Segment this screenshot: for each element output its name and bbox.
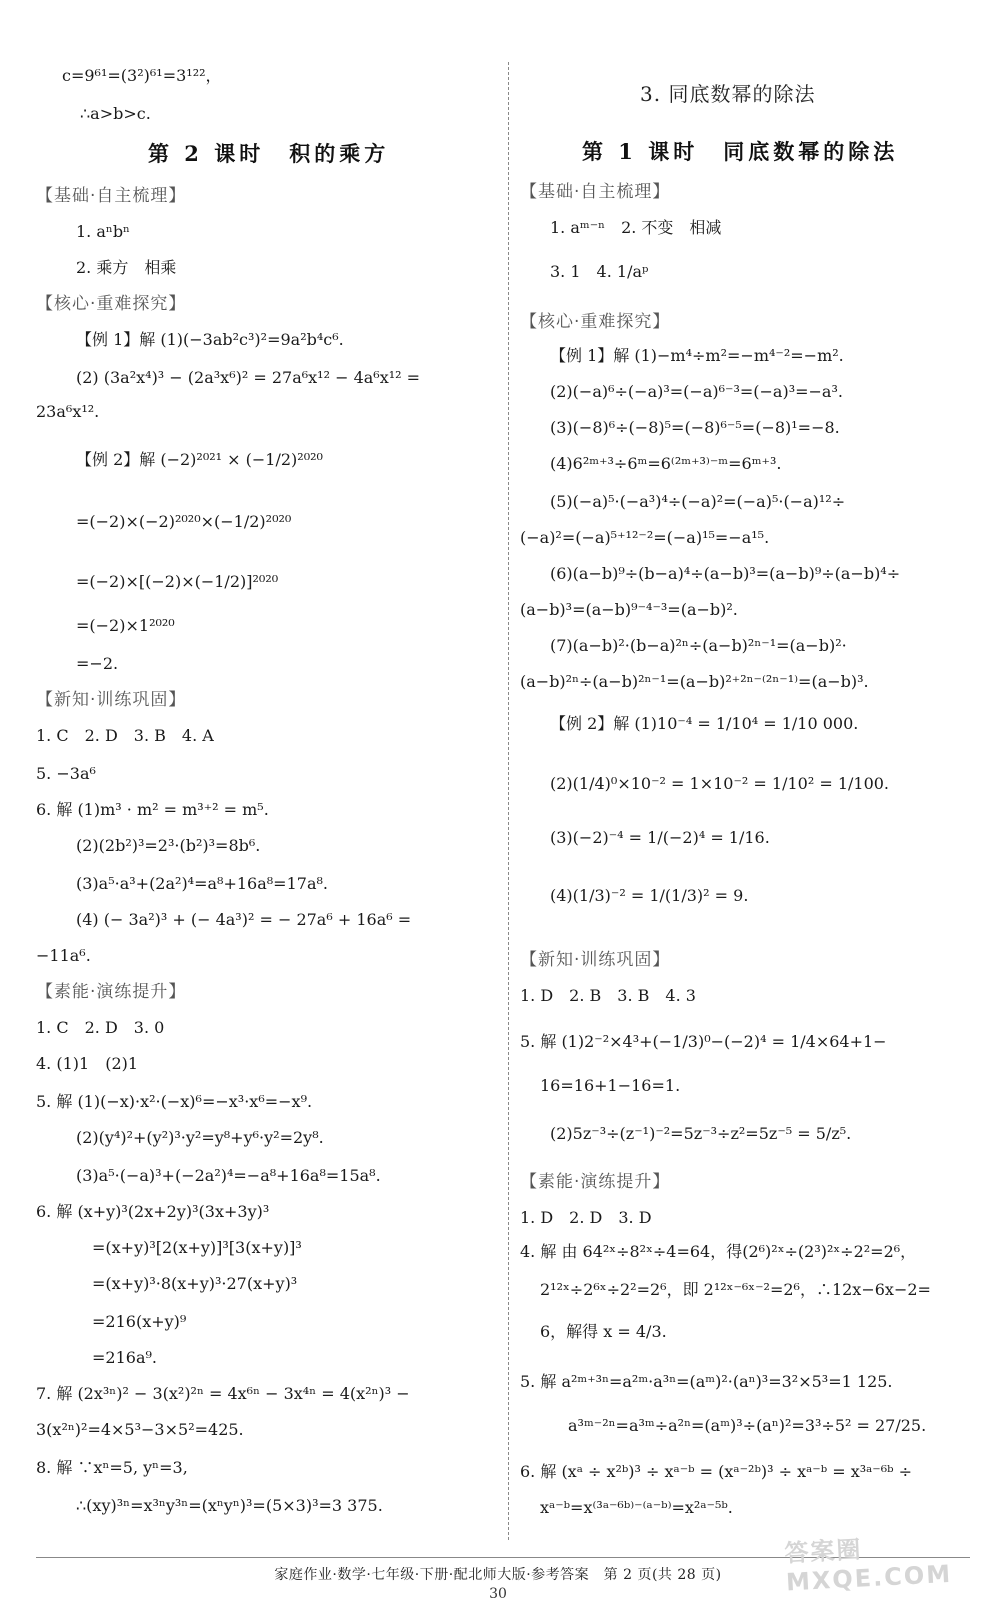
section-heading: 【素能·演练提升】	[36, 982, 187, 1002]
answer-line: (3)a⁵·(−a)³+(−2a²)⁴=−a⁸+16a⁸=15a⁸.	[76, 1166, 381, 1185]
answer-line: (a−b)³=(a−b)⁹⁻⁴⁻³=(a−b)².	[520, 600, 738, 619]
answer-line: 8. 解 ∵xⁿ=5, yⁿ=3,	[36, 1458, 188, 1477]
answer-line: =(x+y)³·8(x+y)³·27(x+y)³	[92, 1274, 298, 1293]
title: 第 1 课时 同底数幂的除法	[582, 139, 899, 164]
answer-line: =(−2)×[(−2)×(−1/2)]²⁰²⁰	[76, 572, 279, 591]
answer-line: 4. (1)1 (2)1	[36, 1054, 139, 1073]
answer-line: (4)6²ᵐ⁺³÷6ᵐ=6⁽²ᵐ⁺³⁾⁻ᵐ=6ᵐ⁺³.	[550, 454, 782, 473]
answer-line: (2)(2b²)³=2³·(b²)³=8b⁶.	[76, 836, 261, 855]
title: 3. 同底数幂的除法	[640, 82, 816, 106]
answer-line: 5. 解 (1)(−x)·x²·(−x)⁶=−x³·x⁶=−x⁹.	[36, 1092, 313, 1111]
title: 第 2 课时 积的乘方	[148, 141, 390, 166]
answer-line: −11a⁶.	[36, 946, 91, 965]
answer-line: (3)(−2)⁻⁴ = 1/(−2)⁴ = 1/16.	[550, 828, 770, 847]
section-heading: 【新知·训练巩固】	[36, 690, 187, 710]
answer-line: (4) (− 3a²)³ + (− 4a³)² = − 27a⁶ + 16a⁶ =	[76, 910, 412, 929]
column-divider	[508, 62, 509, 1540]
answer-line: 2. 乘方 相乘	[76, 258, 177, 277]
answer-line: =216(x+y)⁹	[92, 1312, 187, 1331]
answer-line: (6)(a−b)⁹÷(b−a)⁴÷(a−b)³=(a−b)⁹÷(a−b)⁴÷	[550, 564, 901, 583]
section-heading: 【素能·演练提升】	[520, 1172, 671, 1192]
answer-line: 【例 2】解 (−2)²⁰²¹ × (−1/2)²⁰²⁰	[76, 450, 323, 469]
answer-line: (−a)²=(−a)⁵⁺¹²⁻²=(−a)¹⁵=−a¹⁵.	[520, 528, 770, 547]
answer-line: 【例 1】解 (1)(−3ab²c³)²=9a²b⁴c⁶.	[76, 330, 344, 349]
section-heading: 【基础·自主梳理】	[36, 186, 187, 206]
answer-line: ∴(xy)³ⁿ=x³ⁿy³ⁿ=(xⁿyⁿ)³=(5×3)³=3 375.	[76, 1496, 383, 1515]
answer-line: 2¹²ˣ÷2⁶ˣ÷2²=2⁶，即 2¹²ˣ⁻⁶ˣ⁻²=2⁶，∴12x−6x−2=	[540, 1280, 931, 1299]
answer-line: (4)(1/3)⁻² = 1/(1/3)² = 9.	[550, 886, 749, 905]
answer-line: (3)(−8)⁶÷(−8)⁵=(−8)⁶⁻⁵=(−8)¹=−8.	[550, 418, 840, 437]
answer-line: (3)a⁵·a³+(2a²)⁴=a⁸+16a⁸=17a⁸.	[76, 874, 328, 893]
answer-line: 3. 1 4. 1/aᵖ	[550, 262, 649, 281]
answer-line: (2)(−a)⁶÷(−a)³=(−a)⁶⁻³=(−a)³=−a³.	[550, 382, 843, 401]
answer-line: 7. 解 (2x³ⁿ)² − 3(x²)²ⁿ = 4x⁶ⁿ − 3x⁴ⁿ = 4(x²ⁿ)³ −	[36, 1384, 410, 1403]
answer-line: 16=16+1−16=1.	[540, 1076, 681, 1095]
answer-line: 23a⁶x¹².	[36, 402, 100, 421]
watermark-logo: 答案圈 MXQE.COM	[783, 1535, 953, 1597]
answer-line: 【例 2】解 (1)10⁻⁴ = 1/10⁴ = 1/10 000.	[550, 714, 859, 733]
answer-line: 5. −3a⁶	[36, 764, 96, 783]
answer-line: 【例 1】解 (1)−m⁴÷m²=−m⁴⁻²=−m².	[550, 346, 844, 365]
answer-line: 4. 解 由 64²ˣ÷8²ˣ÷4=64，得(2⁶)²ˣ÷(2³)²ˣ÷2²=2⁶，	[520, 1242, 917, 1261]
answer-line: 1. aⁿbⁿ	[76, 222, 130, 241]
answer-line: =−2.	[76, 654, 119, 673]
answer-line: 5. 解 (1)2⁻²×4³+(−1/3)⁰−(−2)⁴ = 1/4×64+1−	[520, 1032, 887, 1051]
answer-line: =(−2)×1²⁰²⁰	[76, 616, 175, 635]
page-footer: 家庭作业·数学·七年级·下册·配北师大版·参考答案 第 2 页(共 28 页)	[274, 1567, 722, 1583]
answer-line: (2) (3a²x⁴)³ − (2a³x⁶)² = 27a⁶x¹² − 4a⁶x¹² =	[76, 368, 421, 387]
section-heading: 【新知·训练巩固】	[520, 950, 671, 970]
answer-line: (a−b)²ⁿ÷(a−b)²ⁿ⁻¹=(a−b)²⁺²ⁿ⁻⁽²ⁿ⁻¹⁾=(a−b)³.	[520, 672, 869, 691]
answer-line: (2)5z⁻³÷(z⁻¹)⁻²=5z⁻³÷z²=5z⁻⁵ = 5/z⁵.	[550, 1124, 852, 1143]
answer-line: 3(x²ⁿ)²=4×5³−3×5²=425.	[36, 1420, 244, 1439]
answer-line: (2)(y⁴)²+(y²)³·y²=y⁸+y⁶·y²=2y⁸.	[76, 1128, 324, 1147]
answer-line: 6，解得 x = 4/3.	[540, 1322, 667, 1341]
section-heading: 【核心·重难探究】	[36, 294, 187, 314]
answer-line: =(−2)×(−2)²⁰²⁰×(−1/2)²⁰²⁰	[76, 512, 292, 531]
answer-line: 1. D 2. D 3. D	[520, 1208, 652, 1227]
answer-line: 6. 解 (x+y)³(2x+2y)³(3x+3y)³	[36, 1202, 270, 1221]
answer-line: 1. C 2. D 3. B 4. A	[36, 726, 214, 745]
answer-line: =(x+y)³[2(x+y)]³[3(x+y)]³	[92, 1238, 302, 1257]
answer-line: xᵃ⁻ᵇ=x⁽³ᵃ⁻⁶ᵇ⁾⁻⁽ᵃ⁻ᵇ⁾=x²ᵃ⁻⁵ᵇ.	[540, 1498, 733, 1517]
section-heading: 【核心·重难探究】	[520, 312, 671, 332]
answer-line: 1. C 2. D 3. 0	[36, 1018, 165, 1037]
answer-line: 1. D 2. B 3. B 4. 3	[520, 986, 696, 1005]
answer-line: ∴a>b>c.	[80, 104, 151, 123]
answer-line: (7)(a−b)²·(b−a)²ⁿ÷(a−b)²ⁿ⁻¹=(a−b)²·	[550, 636, 847, 655]
answer-line: 1. aᵐ⁻ⁿ 2. 不变 相减	[550, 218, 722, 237]
answer-line: 6. 解 (1)m³ · m² = m³⁺² = m⁵.	[36, 800, 269, 819]
answer-line: 5. 解 a²ᵐ⁺³ⁿ=a²ᵐ·a³ⁿ=(aᵐ)²·(aⁿ)³=3²×5³=1 125.	[520, 1372, 893, 1391]
answer-line: (5)(−a)⁵·(−a³)⁴÷(−a)²=(−a)⁵·(−a)¹²÷	[550, 492, 846, 511]
answer-line: a³ᵐ⁻²ⁿ=a³ᵐ÷a²ⁿ=(aᵐ)³÷(aⁿ)²=3³÷5² = 27/25.	[568, 1416, 927, 1435]
answer-line: (2)(1/4)⁰×10⁻² = 1×10⁻² = 1/10² = 1/100.	[550, 774, 890, 793]
answer-line: c=9⁶¹=(3²)⁶¹=3¹²²，	[62, 66, 222, 85]
answer-line: =216a⁹.	[92, 1348, 157, 1367]
page-number: 30	[489, 1586, 507, 1602]
section-heading: 【基础·自主梳理】	[520, 182, 671, 202]
answer-line: 6. 解 (xᵃ ÷ x²ᵇ)³ ÷ xᵃ⁻ᵇ = (xᵃ⁻²ᵇ)³ ÷ xᵃ⁻ᵇ = x³ᵃ⁻⁶ᵇ ÷	[520, 1462, 913, 1481]
